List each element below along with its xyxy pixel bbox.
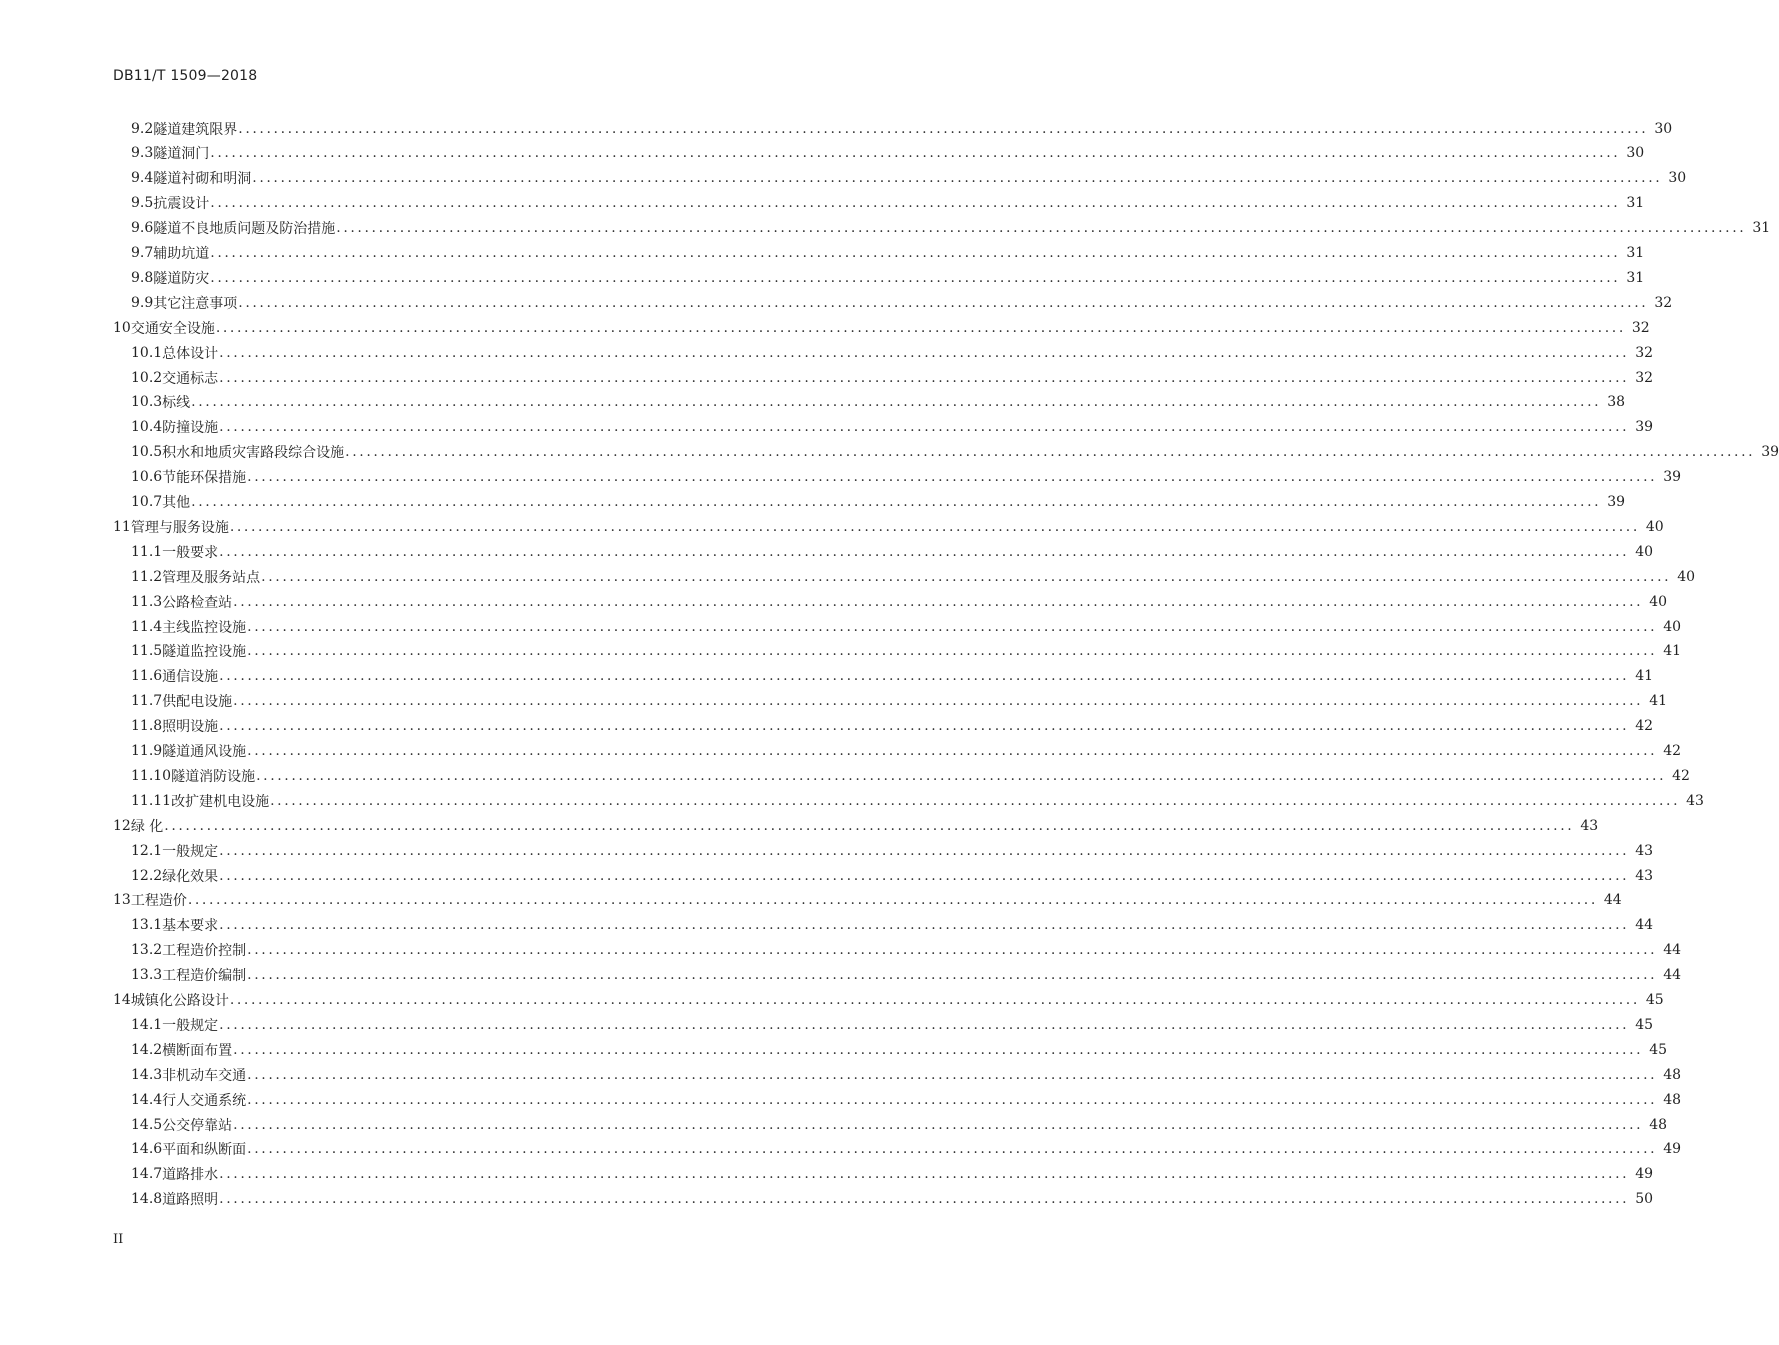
dot-leader: ........................................................................................................................................................................................................ [247, 1091, 1658, 1108]
toc-entry-page: 32 [1635, 369, 1654, 386]
toc-entry[interactable] [0, 639, 1682, 664]
toc-entry-page: 48 [1663, 1066, 1682, 1083]
document-code: DB11/T 1509—2018 [113, 68, 258, 84]
toc-entry-number: 11.2 [131, 568, 163, 585]
toc-entry-page: 32 [1635, 344, 1654, 361]
toc-entry-title: 交通标志 [162, 370, 219, 387]
toc-entry-number: 10.5 [131, 444, 163, 461]
toc-entry-page: 41 [1649, 693, 1668, 710]
toc-entry-title: 一般规定 [162, 843, 219, 860]
toc-entry[interactable] [0, 465, 1682, 490]
toc-entry-title: 总体设计 [162, 345, 219, 362]
toc-entry-page: 32 [1631, 319, 1650, 336]
dot-leader: ........................................................................................................................................................................................................ [191, 394, 1602, 411]
toc-entry-page: 40 [1663, 618, 1682, 635]
dot-leader: ........................................................................................................................................................................................................ [219, 344, 1630, 361]
toc-entry-title: 通信设施 [162, 669, 219, 686]
toc-entry-page: 43 [1686, 792, 1704, 809]
toc-entry-number: 12 [113, 817, 131, 834]
dot-leader: ........................................................................................................................................................................................................ [219, 1191, 1630, 1208]
dot-leader: ........................................................................................................................................................................................................ [219, 668, 1630, 685]
toc-entry-number: 11.10 [131, 767, 172, 784]
toc-entry[interactable] [0, 1137, 1682, 1162]
toc-entry-title: 行人交通系统 [162, 1092, 247, 1109]
toc-entry-number: 14.3 [131, 1066, 163, 1083]
dot-leader: ........................................................................................................................................................................................................ [247, 469, 1658, 486]
toc-entry[interactable] [0, 988, 1664, 1013]
toc-entry-page: 31 [1626, 269, 1645, 286]
toc-entry-page: 42 [1663, 743, 1682, 759]
toc-entry-number: 10 [113, 319, 131, 336]
dot-leader: ........................................................................................................................................................................................................ [219, 867, 1630, 884]
toc-entry[interactable] [0, 564, 1696, 589]
toc-entry-title: 积水和地质灾害路段综合设施 [162, 445, 345, 462]
dot-leader: ........................................................................................................................................................................................................ [219, 842, 1630, 859]
toc-entry[interactable] [0, 191, 1645, 216]
toc-entry-title: 非机动车交通 [162, 1067, 247, 1084]
toc-entry[interactable] [0, 614, 1682, 639]
toc-entry-page: 39 [1607, 494, 1626, 510]
toc-entry-number: 14 [113, 992, 131, 1008]
toc-entry-page: 49 [1663, 1141, 1682, 1158]
toc-entry-number: 13 [113, 892, 131, 909]
dot-leader: ........................................................................................................................................................................................................ [252, 170, 1663, 187]
dot-leader: ........................................................................................................................................................................................................ [219, 543, 1630, 560]
dot-leader: ........................................................................................................................................................................................................ [336, 220, 1747, 237]
toc-entry-page: 31 [1752, 220, 1771, 237]
toc-entry-page: 45 [1635, 1016, 1654, 1033]
toc-entry-title: 隧道建筑限界 [153, 121, 238, 138]
toc-entry[interactable] [0, 714, 1654, 739]
toc-entry-title: 改扩建机电设施 [171, 793, 270, 810]
toc-entry-page: 40 [1645, 518, 1664, 535]
toc-entry-number: 9.8 [131, 269, 154, 286]
toc-entry-title: 管理及服务站点 [162, 569, 261, 586]
toc-entry[interactable] [0, 390, 1626, 415]
toc-entry[interactable] [0, 813, 1599, 838]
toc-entry-title: 隧道不良地质问题及防治措施 [153, 221, 336, 238]
toc-entry-title: 防撞设施 [162, 420, 219, 437]
dot-leader: ........................................................................................................................................................................................................ [219, 419, 1630, 436]
toc-entry-title: 交通安全设施 [130, 320, 215, 337]
dot-leader: ........................................................................................................................................................................................................ [229, 992, 1640, 1008]
toc-entry-number: 11.9 [131, 743, 163, 759]
dot-leader: ........................................................................................................................................................................................................ [219, 369, 1630, 386]
dot-leader: ........................................................................................................................................................................................................ [233, 693, 1644, 710]
toc-entry-number: 14.1 [131, 1016, 163, 1033]
toc-entry-number: 11 [113, 518, 131, 535]
toc-entry[interactable] [0, 763, 1690, 788]
dot-leader: ........................................................................................................................................................................................................ [233, 593, 1644, 610]
toc-entry[interactable] [0, 863, 1654, 888]
toc-entry-page: 40 [1635, 543, 1654, 560]
toc-entry[interactable] [0, 539, 1654, 564]
dot-leader: ........................................................................................................................................................................................................ [187, 892, 1598, 909]
toc-entry-title: 一般规定 [162, 1017, 219, 1034]
dot-leader: ........................................................................................................................................................................................................ [164, 817, 1575, 834]
toc-entry-number: 14.8 [131, 1191, 163, 1208]
toc-entry-number: 10.7 [131, 494, 163, 510]
toc-entry-page: 31 [1626, 195, 1645, 212]
toc-entry-title: 供配电设施 [162, 694, 233, 711]
toc-entry[interactable] [0, 365, 1654, 390]
dot-leader: ........................................................................................................................................................................................................ [215, 319, 1626, 336]
toc-entry-page: 41 [1635, 668, 1654, 685]
toc-entry-number: 11.7 [131, 693, 163, 710]
toc-entry-page: 41 [1663, 643, 1682, 660]
dot-leader: ........................................................................................................................................................................................................ [247, 618, 1658, 635]
toc-entry-title: 公路检查站 [162, 594, 233, 611]
toc-entry-title: 工程造价控制 [162, 943, 247, 960]
toc-entry-title: 隧道消防设施 [171, 768, 256, 785]
toc-entry-title: 其它注意事项 [153, 295, 238, 312]
toc-entry-page: 42 [1672, 767, 1690, 784]
toc-entry-title: 道路排水 [162, 1167, 219, 1184]
dot-leader: ........................................................................................................................................................................................................ [191, 494, 1602, 510]
toc-entry[interactable] [0, 1037, 1668, 1062]
toc-entry-page: 30 [1654, 120, 1673, 137]
toc-entry-number: 9.9 [131, 294, 154, 311]
dot-leader: ........................................................................................................................................................................................................ [210, 145, 1621, 162]
toc-entry-number: 14.4 [131, 1091, 163, 1108]
toc-entry-page: 30 [1626, 145, 1645, 162]
toc-entry-title: 节能环保措施 [162, 470, 247, 487]
toc-entry-page: 43 [1635, 867, 1654, 884]
toc-entry-title: 道路照明 [162, 1192, 219, 1209]
dot-leader: ........................................................................................................................................................................................................ [247, 643, 1658, 660]
toc-entry[interactable] [0, 1187, 1654, 1212]
toc-entry-page: 50 [1635, 1191, 1654, 1208]
dot-leader: ........................................................................................................................................................................................................ [210, 245, 1621, 261]
toc-entry-number: 12.2 [131, 867, 163, 884]
dot-leader: ........................................................................................................................................................................................................ [219, 1016, 1630, 1033]
toc-entry[interactable] [0, 664, 1654, 689]
toc-entry-title: 隧道通风设施 [162, 744, 247, 760]
toc-entry-title: 平面和纵断面 [162, 1142, 247, 1159]
toc-entry[interactable] [0, 1012, 1654, 1037]
toc-entry-title: 其他 [162, 495, 191, 511]
dot-leader: ........................................................................................................................................................................................................ [256, 767, 1667, 784]
toc-entry[interactable] [0, 265, 1645, 290]
toc-entry-page: 49 [1635, 1166, 1654, 1183]
toc-entry-page: 44 [1603, 892, 1622, 909]
toc-entry-page: 43 [1635, 842, 1654, 859]
toc-entry[interactable] [0, 1112, 1668, 1137]
toc-entry[interactable] [0, 888, 1622, 913]
toc-entry-page: 42 [1635, 718, 1654, 735]
toc-entry[interactable] [0, 290, 1673, 315]
toc-entry-number: 13.1 [131, 917, 163, 934]
toc-entry-page: 31 [1626, 245, 1645, 261]
toc-entry-title: 隧道洞门 [153, 146, 210, 163]
toc-entry[interactable] [0, 589, 1668, 614]
toc-entry-number: 11.6 [131, 668, 163, 685]
dot-leader: ........................................................................................................................................................................................................ [210, 269, 1621, 286]
toc-entry-page: 43 [1580, 817, 1599, 834]
toc-entry-number: 10.6 [131, 469, 163, 486]
toc-entry-page: 39 [1761, 444, 1779, 461]
toc-entry[interactable] [0, 788, 1704, 813]
toc-entry[interactable] [0, 689, 1668, 714]
toc-entry-title: 工程造价编制 [162, 968, 247, 985]
toc-entry-page: 45 [1649, 1041, 1668, 1058]
toc-entry[interactable] [0, 415, 1654, 440]
toc-entry-number: 11.8 [131, 718, 163, 735]
toc-entry-page: 44 [1663, 942, 1682, 959]
toc-entry-number: 9.7 [131, 245, 154, 261]
toc-entry-number: 11.5 [131, 643, 163, 660]
toc-entry[interactable] [0, 340, 1654, 365]
toc-entry-number: 10.3 [131, 394, 163, 411]
toc-entry-title: 抗震设计 [153, 196, 210, 213]
dot-leader: ........................................................................................................................................................................................................ [270, 792, 1681, 809]
toc-entry[interactable] [0, 315, 1650, 340]
toc-entry-number: 11.4 [131, 618, 163, 635]
toc-entry-number: 12.1 [131, 842, 163, 859]
toc-entry-title: 一般要求 [162, 544, 219, 561]
dot-leader: ........................................................................................................................................................................................................ [233, 1116, 1644, 1133]
toc-entry-number: 9.6 [131, 220, 154, 237]
toc-entry-title: 基本要求 [162, 918, 219, 935]
dot-leader: ........................................................................................................................................................................................................ [247, 1066, 1658, 1083]
toc-entry-title: 城镇化公路设计 [130, 993, 229, 1009]
toc-entry-page: 44 [1663, 967, 1682, 984]
toc-entry-number: 14.7 [131, 1166, 163, 1183]
toc-entry[interactable] [0, 241, 1645, 266]
toc-entry-page: 40 [1649, 593, 1668, 610]
toc-entry-page: 40 [1677, 568, 1696, 585]
toc-entry[interactable] [0, 938, 1682, 963]
toc-entry-number: 10.4 [131, 419, 163, 436]
dot-leader: ........................................................................................................................................................................................................ [233, 1041, 1644, 1058]
toc-entry-page: 48 [1663, 1091, 1682, 1108]
toc-entry[interactable] [0, 838, 1654, 863]
dot-leader: ........................................................................................................................................................................................................ [219, 718, 1630, 735]
toc-entry-title: 工程造价 [130, 893, 187, 910]
toc-entry[interactable] [0, 963, 1682, 988]
toc-entry-number: 14.6 [131, 1141, 163, 1158]
toc-entry[interactable] [0, 913, 1654, 938]
page-number: II [113, 1232, 124, 1247]
toc-entry-number: 9.2 [131, 120, 154, 137]
toc-entry-number: 9.3 [131, 145, 154, 162]
toc-entry-page: 39 [1635, 419, 1654, 436]
toc-entry[interactable] [0, 440, 1779, 465]
dot-leader: ........................................................................................................................................................................................................ [219, 1166, 1630, 1183]
dot-leader: ........................................................................................................................................................................................................ [345, 444, 1756, 461]
toc-entry-number: 14.5 [131, 1116, 163, 1133]
toc-entry-title: 主线监控设施 [162, 619, 247, 636]
toc-entry-number: 10.1 [131, 344, 163, 361]
dot-leader: ........................................................................................................................................................................................................ [210, 195, 1621, 212]
toc-entry-title: 标线 [162, 395, 191, 412]
toc-entry-number: 10.2 [131, 369, 163, 386]
toc-entry-number: 11.11 [131, 792, 172, 809]
toc-entry[interactable] [0, 739, 1682, 764]
toc-entry-title: 管理与服务设施 [130, 519, 229, 536]
toc-entry-title: 横断面布置 [162, 1042, 233, 1059]
toc-entry-title: 隧道衬砌和明洞 [153, 171, 252, 188]
toc-entry[interactable] [0, 166, 1687, 191]
toc-entry-title: 隧道防灾 [153, 270, 210, 287]
toc-entry[interactable] [0, 141, 1645, 166]
toc-entry-number: 9.5 [131, 195, 154, 212]
dot-leader: ........................................................................................................................................................................................................ [247, 743, 1658, 759]
toc-entry[interactable] [0, 116, 1673, 141]
toc-entry[interactable] [0, 490, 1626, 515]
dot-leader: ........................................................................................................................................................................................................ [238, 294, 1649, 311]
dot-leader: ........................................................................................................................................................................................................ [261, 568, 1672, 585]
toc-entry-page: 45 [1645, 992, 1664, 1008]
toc-entry[interactable] [0, 1087, 1682, 1112]
toc-entry-page: 32 [1654, 294, 1673, 311]
toc-entry-title: 绿化效果 [162, 868, 219, 885]
toc-entry-title: 隧道监控设施 [162, 644, 247, 661]
dot-leader: ........................................................................................................................................................................................................ [238, 120, 1649, 137]
toc-entry-number: 11.3 [131, 593, 163, 610]
dot-leader: ........................................................................................................................................................................................................ [247, 967, 1658, 984]
toc-entry-title: 绿 化 [130, 818, 164, 835]
toc-entry-title: 照明设施 [162, 719, 219, 736]
dot-leader: ........................................................................................................................................................................................................ [247, 1141, 1658, 1158]
dot-leader: ........................................................................................................................................................................................................ [219, 917, 1630, 934]
toc-entry-number: 11.1 [131, 543, 163, 560]
toc-entry-title: 公交停靠站 [162, 1117, 233, 1134]
toc-entry-page: 38 [1607, 394, 1626, 411]
toc-entry[interactable] [0, 514, 1664, 539]
toc-entry-page: 44 [1635, 917, 1654, 934]
toc-entry-page: 39 [1663, 469, 1682, 486]
toc-entry[interactable] [0, 216, 1771, 241]
toc-entry-page: 48 [1649, 1116, 1668, 1133]
toc-entry-number: 9.4 [131, 170, 154, 187]
toc-entry-number: 13.2 [131, 942, 163, 959]
toc-entry[interactable] [0, 1162, 1654, 1187]
toc-entry-number: 14.2 [131, 1041, 163, 1058]
toc-entry-title: 辅助坑道 [153, 246, 210, 262]
dot-leader: ........................................................................................................................................................................................................ [229, 518, 1640, 535]
toc-entry-number: 13.3 [131, 967, 163, 984]
dot-leader: ........................................................................................................................................................................................................ [247, 942, 1658, 959]
toc-entry[interactable] [0, 1062, 1682, 1087]
toc-entry-page: 30 [1668, 170, 1687, 187]
